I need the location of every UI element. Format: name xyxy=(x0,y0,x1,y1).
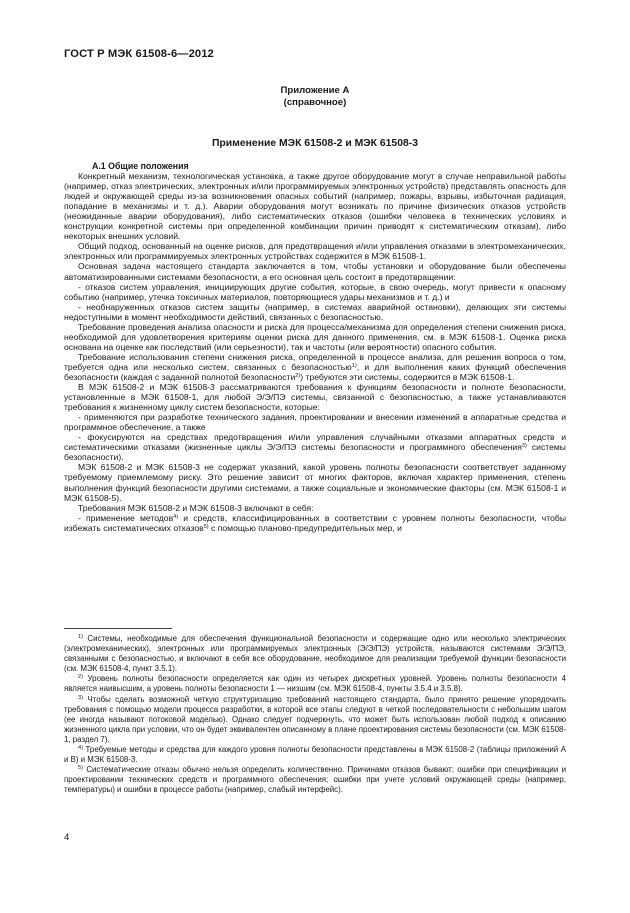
footnote-mark: 5) xyxy=(78,765,83,772)
footnote-ref: 5) xyxy=(203,523,209,530)
footnote-ref: 4) xyxy=(173,513,179,520)
paragraph-text: , и для выполнения каких функций обеспечения безопасности (каждая с заданной полнотой безопасности xyxy=(64,361,567,382)
footnote-text: Требуемые методы и средства для каждого уровня полноты безопасности представлены в МЭК 61508-2 (таблицы приложений А и В) и МЭК 61508-3. xyxy=(64,745,566,765)
footnote-mark: 1) xyxy=(78,634,83,640)
paragraph: Конкретный механизм, технологическая установка, а также другое оборудование могут в случае неправильной работы (например, отказ электрических, электронных и/или программируемых электронных устройств) представлять опасность для людей и окружающей среды из-за возникновения опасных событий (например, пожары, взрывы, избыточная радиация, попадание в механизмы и т. д.). Аварии оборудования могут возникать по причине физических отказов устройств (неожиданные аварии оборудования), либо систематических отказов (ошибки человека в технических условиях и конструкции конкретной системы при определенной комбинации причин приводят к систематическим отказам), либо некоторых внешних условий. xyxy=(64,171,566,242)
paragraph: Требования МЭК 61508-2 и МЭК 61508-3 включают в себя: xyxy=(78,502,314,513)
annex-title: Применение МЭК 61508-2 и МЭК 61508-3 xyxy=(211,138,419,149)
footnote xyxy=(64,674,566,694)
paragraph-text: с помощью планово-предупредительных мер, и xyxy=(208,522,402,533)
paragraph: МЭК 61508-2 и МЭК 61508-3 не содержат указаний, какой уровень полноты безопасности соответствует заданному требуемому приемлемому риску. Это решение зависит от многих факторов, включая характер применения, степень выполнения функций безопасности другими системами, а также социальные и экономические факторы (см. МЭК 61508-1 и МЭК 61508-5). xyxy=(64,462,566,503)
footnote-text: Систематические отказы обычно нельзя определить количественно. Причинами отказов бывают: ошибки при спецификации и проектировании технических средств и программного обеспечения; ошибки при учете условий окружающей среды (например, температуры) и ошибки в процессе работы (например, слабый интерфейс). xyxy=(64,765,566,795)
footnote-text: Уровень полноты безопасности определяется как один из четырех дискретных уровней. Уровень полноты безопасности 4 является наивысшим, а уровень полноты безопасности 1 — низшим (см. МЭК 61508-4, пункты 3.5.4 и 3.5.8). xyxy=(64,674,566,694)
paragraph-text: Требование использования степени снижения риска, определенной в процессе анализа, для решения вопроса о том, требуется одна или несколько систем, связанных с безопасностью xyxy=(64,351,566,372)
list-item xyxy=(64,432,566,462)
paragraph-text: - применение методов xyxy=(78,512,174,523)
footnote xyxy=(64,695,566,745)
list-item: - применяются при разработке технического задания, проектировании и внесении изменений в аппаратные средства и программное обеспечение, а также xyxy=(64,412,566,433)
footnote xyxy=(64,765,566,795)
footnote xyxy=(64,634,566,674)
list-item xyxy=(64,513,566,533)
paragraph: Требование проведения анализа опасности и риска для процесса/механизма для определения степени снижения риска, необходимой для удовлетворения критериям оценки риска для данного применения, см. в МЭК 61508-1. Оценка риска основана на оценке как последствий (или серьезности), так и частоты (или вероятности) опасного события. xyxy=(64,321,566,352)
paragraph: В МЭК 61508-2 и МЭК 61508-3 рассматриваются требования к функциям безопасности и полноте безопасности, установленные в МЭК 61508-1, для любой Э/Э/ПЭ системы, связанной с безопасностью, а также устанавливаются требования к жизненному циклу систем безопасности, которые: xyxy=(64,382,566,413)
annex-label-block xyxy=(64,85,566,109)
paragraph xyxy=(64,352,566,382)
paragraph: Основная задача настоящего стандарта заключается в том, чтобы установки и оборудование были обеспечены автоматизированными системами безопасности, а его основная цель состоит в предотвращении: xyxy=(64,261,566,282)
paragraph-text: - фокусируются на средствах предотвращения и/или управления случайными отказами аппаратных средств и систематическими отказами (жизненные циклы Э/Э/ПЭ системы безопасности и программного обеспечения xyxy=(64,432,566,453)
page-number: 4 xyxy=(64,832,70,843)
list-item: - отказов систем управления, инициирующих другие события, которые, в свою очередь, могут привести к опасному событию (например, утечка токсичных материалов, повторяющиеся удары механизмов и т. д.) и xyxy=(64,281,566,302)
list-item: - необнаруженных отказов систем защиты (например, в системах аварийной остановки), делающих эти системы недоступными в момент необходимости действий, связанных с безопасностью. xyxy=(64,301,566,322)
footnote-text: Чтобы сделать возможной четкую структуризацию требований настоящего стандарта, было принято решение упорядочить требования с помощью модели процесса разработки, в которой все этапы следуют в четкой последовательности с небольшим шагом (ее иногда называют потоковой моделью). Однако следует подчеркнуть, что может быть использован любой подход к описанию жизненного цикла при условии, что он будет эквивалентен описанному в плане проектирования системы безопасности (см. МЭК 61508-1, раздел 7). xyxy=(64,694,566,744)
footnote-mark: 2) xyxy=(78,674,83,681)
paragraph: Общий подход, основанный на оценке рисков, для предотвращения и/или управления отказами в электромеханических, электронных или программируемых электронных устройствах содержится в МЭК 61508-1. xyxy=(64,241,566,262)
footnote-mark: 3) xyxy=(78,694,83,701)
footnote-ref: 3) xyxy=(521,443,527,450)
footnote-divider xyxy=(64,628,172,629)
annex-label: Приложение А xyxy=(280,85,350,96)
paragraph-text: ) требуются эти системы, содержится в МЭК 61508-1. xyxy=(300,371,515,382)
footnotes xyxy=(64,634,566,796)
annex-note: (справочное) xyxy=(283,97,347,108)
footnote-mark: 4) xyxy=(78,745,83,752)
footnote-ref: 2) xyxy=(295,372,301,379)
footnote-text: Системы, необходимые для обеспечения функциональной безопасности и содержащие одно или несколько электрических (электромеханических), электронных или программируемых электронных (Э/Э/ПЭ) устройств, называются системами Э/Э/ПЭ, связанными с безопасностью, и включают в себя все оборудование, необходимое для реализации требуемой функции безопасности (см. МЭК 61508-4, пункт 3.5.1). xyxy=(64,634,566,674)
paragraph-text: системы безопасности). xyxy=(64,442,566,463)
footnote xyxy=(64,745,566,765)
paragraph-text: и средств, классифицированных в соответствии с уровнем полноты безопасности, чтобы избежать систематических отказов xyxy=(64,512,566,533)
section-heading: А.1 Общие положения xyxy=(92,161,189,171)
footnote-ref: 1) xyxy=(351,362,357,369)
document-header: ГОСТ Р МЭК 61508-6—2012 xyxy=(64,48,214,60)
document-body xyxy=(64,161,566,533)
